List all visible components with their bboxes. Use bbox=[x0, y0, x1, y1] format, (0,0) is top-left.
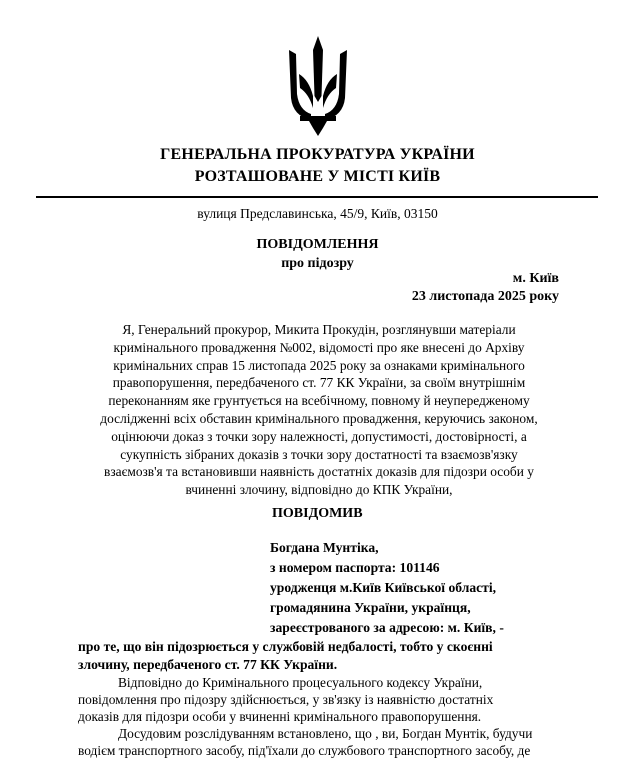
header-divider bbox=[36, 196, 598, 198]
document-title: ПОВІДОМЛЕННЯ bbox=[256, 237, 379, 252]
charge-line: про те, що він підозрюється у службовій недбалості, тобто у скоєнні bbox=[78, 639, 493, 654]
body-line: доказів для підозри особи у вчиненні кримінального правопорушення. bbox=[78, 709, 482, 724]
suspect-name: Богдана Мунтіка, bbox=[270, 540, 379, 555]
intro-paragraph bbox=[80, 321, 558, 499]
body-line: Досудовим розслідуванням встановлено, що , ви, Богдан Мунтік, будучи bbox=[118, 726, 533, 741]
org-name-line2: РОЗТАШОВАНЕ У МІСТІ КИЇВ bbox=[194, 168, 441, 185]
org-name-line1: ГЕНЕРАЛЬНА ПРОКУРАТУРА УКРАЇНИ bbox=[160, 146, 475, 163]
intro-line: правопорушення, передбаченого ст. 77 КК України, за своїм внутрішнім bbox=[112, 375, 526, 391]
document-subtitle: про підозру bbox=[281, 256, 354, 271]
intro-line: вчиненні злочину, відповідно до КПК України, bbox=[185, 482, 453, 498]
intro-line: сукупність зібраних доказів з точки зору достатності та взаємозв'язку bbox=[120, 446, 518, 462]
document-date: 23 листопада 2025 року bbox=[411, 289, 559, 304]
suspect-passport: з номером паспорта: 101146 bbox=[270, 560, 440, 575]
charge-line: злочину, передбаченого ст. 77 КК України. bbox=[78, 657, 338, 672]
suspect-registration: зареєстрованого за адресою: м. Київ, - bbox=[270, 620, 504, 635]
notified-heading: ПОВІДОМИВ bbox=[272, 506, 363, 521]
intro-line: переконанням яке грунтується на всебічному, повному й неупередженому bbox=[108, 393, 530, 409]
charge-statement bbox=[78, 638, 558, 674]
intro-line: дослідженні всіх обставин кримінального провадження, керуючись законом, bbox=[100, 410, 538, 426]
suspect-birthplace: уродженця м.Київ Київської області, bbox=[270, 580, 497, 595]
org-address: вулиця Предславинська, 45/9, Київ, 03150 bbox=[197, 206, 438, 221]
document-city: м. Київ bbox=[512, 271, 559, 286]
intro-line: кримінального провадження №002, відомості про яке внесені до Архіву bbox=[113, 339, 525, 355]
intro-line: взаємозв'я та встановивши наявність достатніх доказів для підозри особи у bbox=[104, 464, 534, 480]
intro-line: кримінальних справ 15 листопада 2025 року за ознаками кримінального bbox=[113, 357, 525, 373]
trident-emblem-icon bbox=[287, 36, 349, 136]
body-line: повідомлення про підозру здійснюється, у зв'язку із наявністю достатніх bbox=[78, 692, 494, 707]
suspect-details bbox=[270, 538, 504, 638]
body-line: водієм транспортного засобу, під'їхали до службового транспортного засобу, де bbox=[78, 743, 531, 758]
legal-basis-paragraph bbox=[78, 674, 563, 725]
intro-line: оцінюючи доказ з точки зору належності, допустимості, достовірності, а bbox=[111, 428, 527, 444]
body-line: Відповідно до Кримінального процесуального кодексу України, bbox=[118, 675, 483, 690]
suspect-citizenship: громадянина України, українця, bbox=[270, 600, 471, 615]
intro-line: Я, Генеральний прокурор, Микита Прокудін, розглянувши матеріали bbox=[122, 322, 516, 337]
investigation-paragraph bbox=[78, 725, 563, 759]
